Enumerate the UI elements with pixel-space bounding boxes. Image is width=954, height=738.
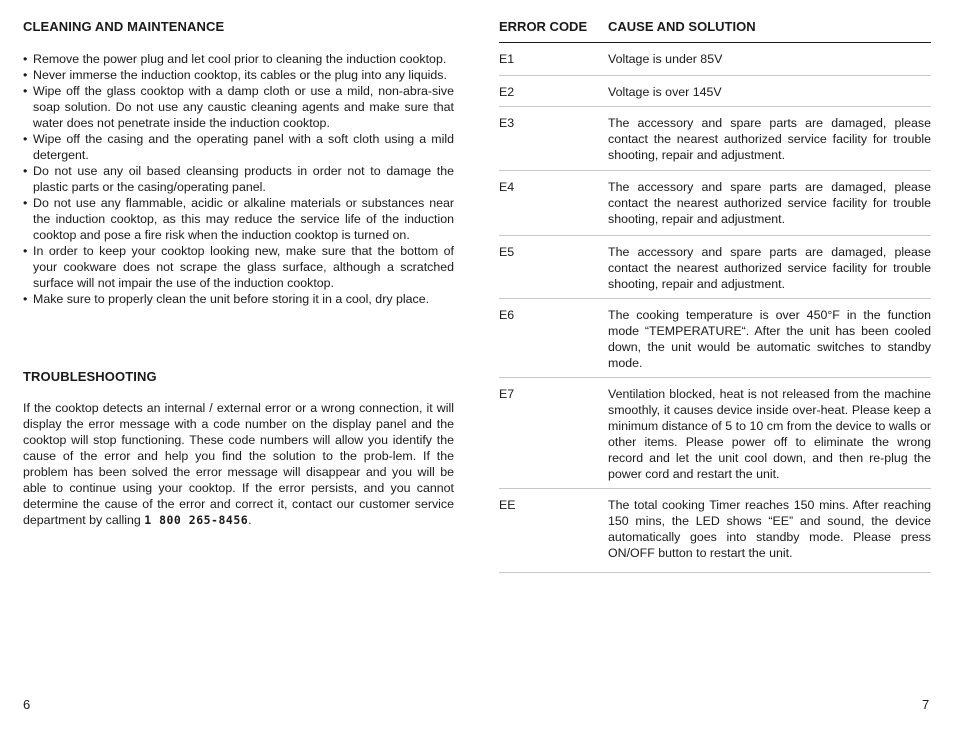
error-cause: The total cooking Timer reaches 150 mins. After reaching 150 mins, the LED shows “EE” and sound, the device automatically goes into standby mode. Please press ON/OFF button to restart the unit. [608,498,931,560]
header-cause-solution: CAUSE AND SOLUTION [608,19,756,34]
table-row [499,378,931,489]
table-row [499,107,931,171]
error-cause: Voltage is under 85V [608,52,723,66]
cleaning-item: • Wipe off the glass cooktop with a damp cloth or use a mild, non-abra-sive soap solution. Do not use any caustic cleaning agents and make sure that water does not penetrate inside the induction cooktop. [23,83,454,131]
error-cause: The accessory and spare parts are damaged, please contact the nearest authorized service facility for trouble shooting, repair and adjustment. [608,245,931,291]
page-number-left: 6 [23,697,31,712]
page-number-right: 7 [922,697,930,712]
error-code: E5 [499,245,515,259]
cleaning-item: • Do not use any oil based cleansing products in order not to damage the plastic parts or the casing/operating panel. [23,163,454,195]
error-code: E4 [499,180,515,194]
cleaning-item: • Remove the power plug and let cool prior to cleaning the induction cooktop. [23,51,454,67]
error-code: E1 [499,52,515,66]
header-error-code: ERROR CODE [499,19,588,34]
table-row [499,76,931,107]
error-cause: The accessory and spare parts are damaged, please contact the nearest authorized service facility for trouble shooting, repair and adjustment. [608,116,931,162]
cleaning-item: • Wipe off the casing and the operating panel with a soft cloth using a mild detergent. [23,131,454,163]
cleaning-heading: CLEANING AND MAINTENANCE [23,19,225,34]
cleaning-list [23,51,454,307]
error-cause: The accessory and spare parts are damaged, please contact the nearest authorized service facility for trouble shooting, repair and adjustment. [608,180,931,226]
cleaning-item: • Do not use any flammable, acidic or alkaline materials or substances near the induction cooktop, as this may reduce the service life of the induction cooktop and pose a fire risk when the induction cooktop is turned on. [23,195,454,243]
table-header [499,19,931,43]
error-cause: Ventilation blocked, heat is not released from the machine smoothly, it causes device inside over-heat. Please keep a minimum distance of 5 to 10 cm from the device to walls or other items. Please power off to eliminate the wrong record and let the unit cool down, and then re-plug the power cord and restart the unit. [608,387,931,481]
error-code: EE [499,498,516,512]
error-code: E7 [499,387,515,401]
troubleshooting-paragraph [23,400,454,528]
table-row [499,236,931,299]
table-row [499,171,931,236]
troubleshooting-text: If the cooktop detects an internal / external error or a wrong connection, it will display the error message with a code number on the display panel and the cooktop will stop functioning. These code numbers will allow you identify the cause of the error and help you find the solution to the prob-lem. If the problem has been solved the error message will disappear and you will be able to continue using your cooktop. If the error persists, and you cannot determine the cause of the error and correct it, contact our customer service department by calling [23,401,454,527]
error-code: E6 [499,308,515,322]
error-code: E2 [499,85,515,99]
table-row [499,43,931,76]
troubleshooting-end: . [248,513,252,527]
table-row [499,489,931,573]
table-row [499,299,931,378]
cleaning-item: • Make sure to properly clean the unit before storing it in a cool, dry place. [23,291,454,307]
phone-number: 1 800 265-8456 [144,513,249,527]
error-cause: Voltage is over 145V [608,85,722,99]
troubleshooting-heading: TROUBLESHOOTING [23,369,157,384]
error-cause: The cooking temperature is over 450°F in the function mode “TEMPERATURE“. After the unit has been cooled down, the unit would be automatic switches to standby mode. [608,308,931,370]
cleaning-item: • Never immerse the induction cooktop, its cables or the plug into any liquids. [23,67,454,83]
cleaning-item: • In order to keep your cooktop looking new, make sure that the bottom of your cookware does not scrape the glass surface, although a scratched surface will not impair the use of the induction cooktop. [23,243,454,291]
error-code: E3 [499,116,515,130]
